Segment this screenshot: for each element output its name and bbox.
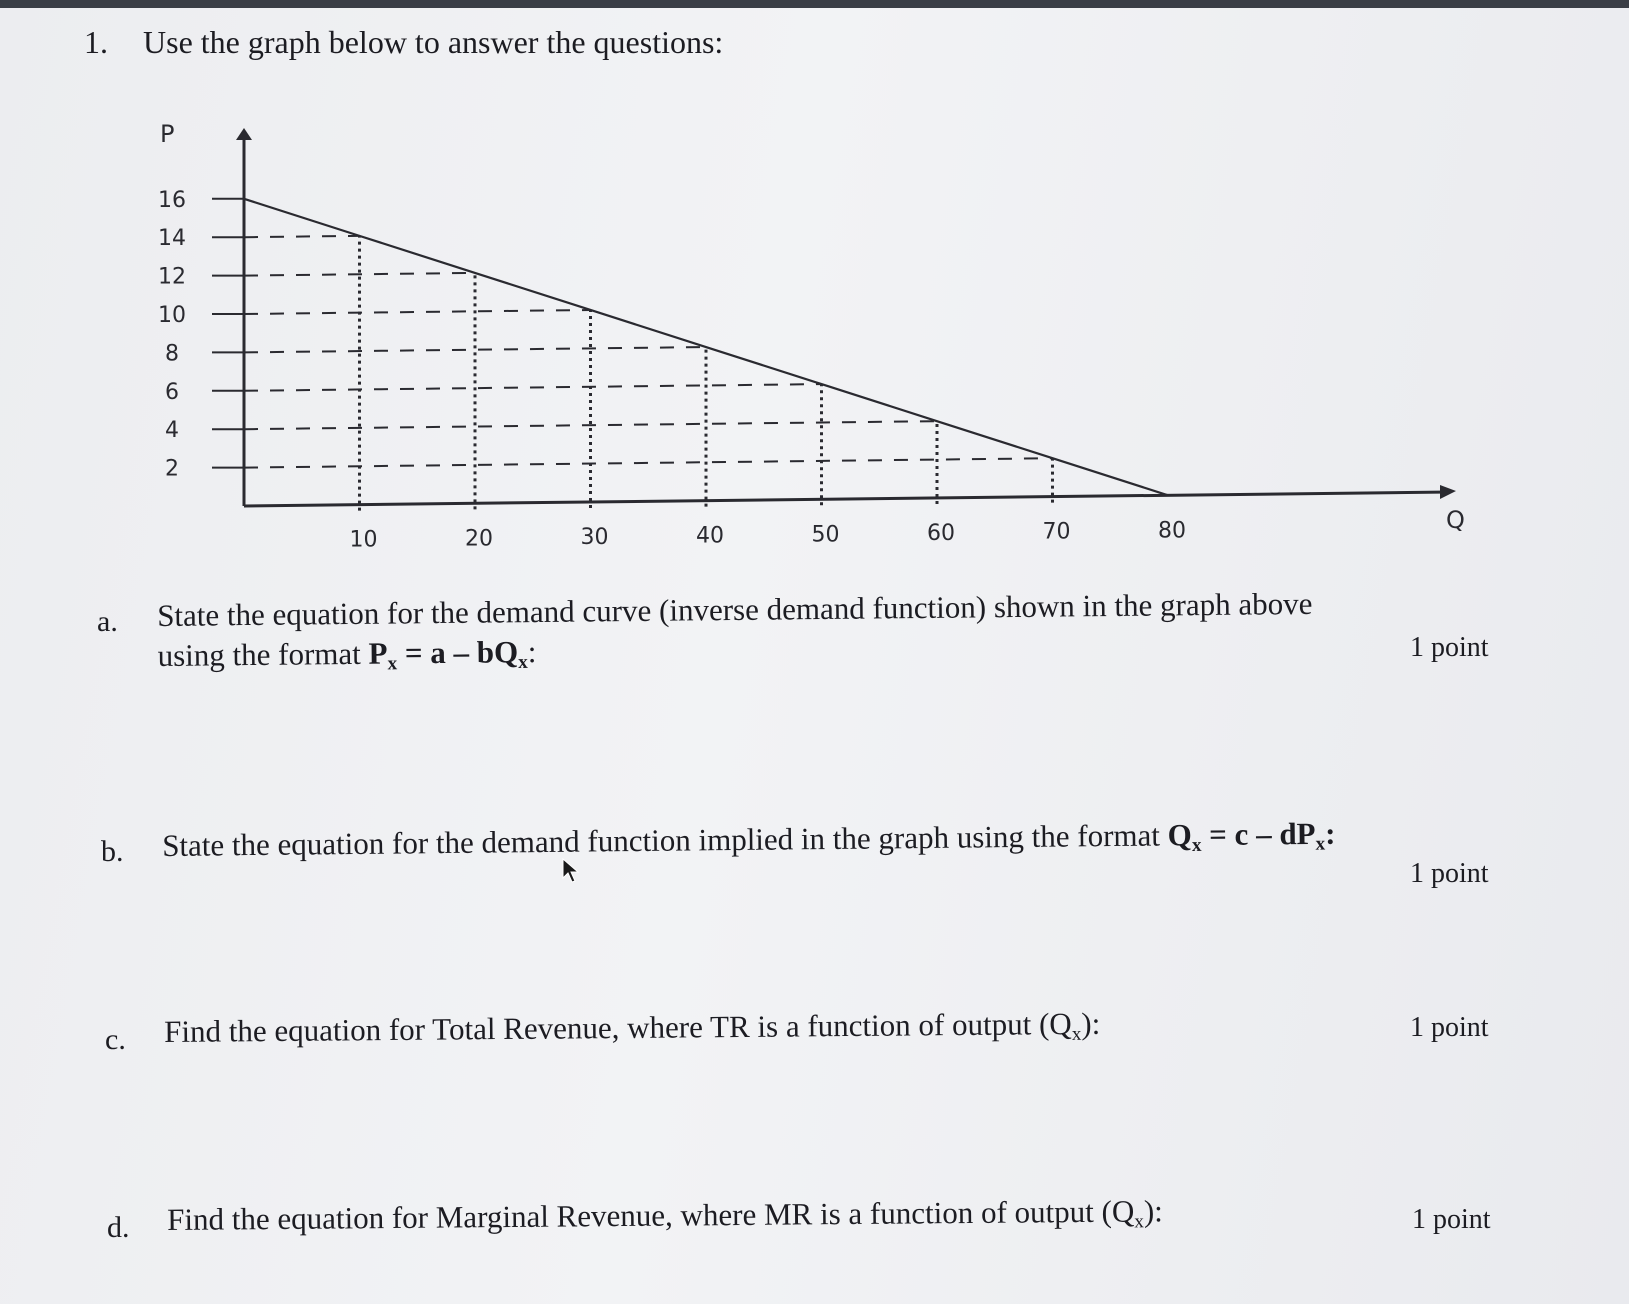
part-c-close: ): <box>1081 1005 1101 1041</box>
x-tick-label: 60 <box>927 520 955 546</box>
part-c-letter: c. <box>105 1023 126 1056</box>
y-tick-label: 10 <box>158 303 186 328</box>
x-tick-label: 20 <box>465 526 493 552</box>
demand-line-group <box>244 199 1168 495</box>
y-tick-label: 14 <box>158 226 186 252</box>
y-tick-label: 4 <box>165 418 179 444</box>
grid-line-horizontal <box>244 310 591 314</box>
grid-line-horizontal <box>244 384 822 391</box>
part-a-format-rest: = a – bQ <box>396 634 519 671</box>
part-d-letter: d. <box>107 1211 130 1244</box>
x-tick-label: 10 <box>349 527 378 553</box>
part-c-points: 1 point <box>1410 1012 1489 1043</box>
part-b-letter: b. <box>101 835 124 868</box>
part-b-colon: : <box>1324 815 1336 851</box>
y-tick-label: 6 <box>165 379 179 405</box>
y-tick-label: 8 <box>165 341 179 367</box>
part-c-sub: x <box>1071 1023 1082 1045</box>
part-d-close: ): <box>1143 1193 1163 1229</box>
part-b-format-Q: Q <box>1167 817 1192 853</box>
x-tick-label: 40 <box>696 523 724 549</box>
grid-line-horizontal <box>244 458 1053 467</box>
part-b-points: 1 point <box>1410 858 1489 889</box>
x-tick-label: 30 <box>580 524 609 550</box>
x-tick-label: 50 <box>811 522 840 548</box>
part-b-question <box>162 814 1336 866</box>
demand-line <box>244 199 1168 495</box>
part-a-format-P: P <box>368 635 388 671</box>
y-axis-label: P <box>160 120 175 148</box>
demand-graph <box>0 0 1629 600</box>
y-tick-label: 12 <box>158 264 186 290</box>
part-a-letter: a. <box>97 605 118 638</box>
grid-line-horizontal <box>244 273 475 276</box>
x-tick-label: 80 <box>1158 518 1186 544</box>
part-a-format-sub1: x <box>387 653 398 675</box>
y-tick-label: 2 <box>165 456 179 482</box>
part-a-format-label: using the format <box>157 635 369 673</box>
question-text: Use the graph below to answer the questions: <box>143 24 724 60</box>
part-a-format-sub2: x <box>518 651 528 673</box>
part-d-question <box>167 1191 1163 1240</box>
part-a-points: 1 point <box>1410 632 1489 663</box>
part-c-question <box>164 1004 1100 1052</box>
x-axis <box>244 492 1450 506</box>
y-axis-arrow <box>236 128 252 140</box>
part-d-sub: x <box>1134 1211 1145 1233</box>
part-d-text: Find the equation for Marginal Revenue, where MR is a function of output (Q <box>167 1193 1135 1237</box>
y-tick-label: 16 <box>158 187 186 213</box>
question-number: 1. <box>84 24 108 60</box>
part-d-points: 1 point <box>1412 1204 1491 1235</box>
x-tick-label: 70 <box>1042 519 1071 545</box>
grid-line-horizontal <box>244 236 360 237</box>
part-b-format-sub1: x <box>1191 834 1202 856</box>
part-b-format-sub2: x <box>1315 833 1326 855</box>
part-b-format-rest: = c – dP <box>1201 815 1316 853</box>
part-c-text: Find the equation for Total Revenue, where TR is a function of output (Q <box>164 1006 1072 1049</box>
part-a-question <box>157 584 1313 676</box>
grid-lines <box>244 199 1053 511</box>
mouse-cursor-icon <box>562 858 580 884</box>
part-a-line1: State the equation for the demand curve (inverse demand function) shown in the graph above <box>157 585 1313 633</box>
x-axis-arrow <box>1440 485 1456 499</box>
x-axis-label: Q <box>1446 506 1465 534</box>
part-b-text: State the equation for the demand function implied in the graph using the format <box>162 817 1168 863</box>
part-a-colon: : <box>527 634 537 670</box>
